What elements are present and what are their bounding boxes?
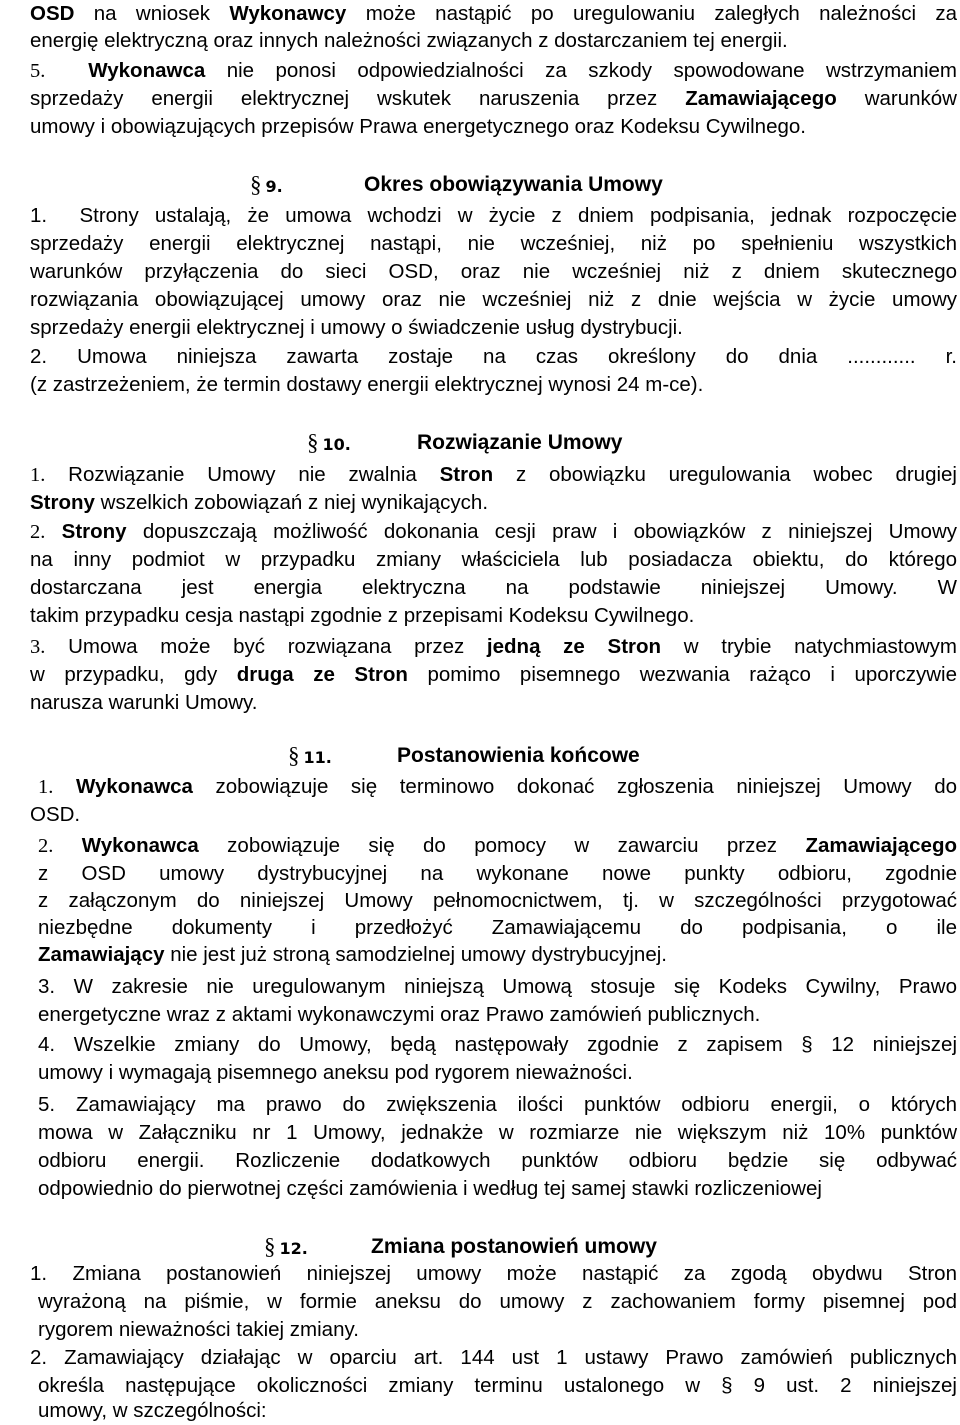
bold-term: Wykonawca xyxy=(81,834,199,857)
text-line: OSD. xyxy=(30,803,81,826)
text-span: może nastąpić po uregulowaniu zaległych należności za xyxy=(346,2,957,25)
section-title: Okres obowiązywania Umowy xyxy=(364,173,663,196)
item-number: 1. xyxy=(30,464,46,486)
section-heading-11 xyxy=(288,741,640,771)
text-line: na inny podmiot w przypadku zmiany właściciela lub posiadacza obiektu, do którego xyxy=(30,548,957,571)
section-number: 11. xyxy=(303,748,332,767)
text-line: warunków przyłączenia do sieci OSD, oraz nie wcześniej niż z dniem skutecznego xyxy=(30,260,957,283)
text-line xyxy=(30,85,957,113)
section-number: 12. xyxy=(279,1239,308,1258)
text-line: mowa w Załączniku nr 1 Umowy, jednakże w rozmiarze nie większym niż 10% punktów xyxy=(38,1121,957,1144)
bold-term: Wykonawca xyxy=(75,775,193,798)
text-span: Strony ustalają, że umowa wchodzi w życie z dniem podpisania, jednak rozpoczęcie xyxy=(79,204,957,227)
item-number: 5. xyxy=(30,60,46,82)
text-span: zobowiązuje się terminowo dokonać zgłoszenia niniejszej Umowy do xyxy=(192,775,957,798)
text-span: w przypadku, gdy xyxy=(30,663,237,686)
text-line: określa następujące okoliczności zmiany terminu ustalonego w § 9 ust. 2 niniejszej xyxy=(38,1374,957,1397)
text-line xyxy=(38,914,957,942)
section-title: Rozwiązanie Umowy xyxy=(417,431,623,454)
text-line: rozwiązania obowiązującej umowy oraz nie wcześniej niż z dnie wejścia w życie umowy xyxy=(30,288,957,311)
text-line: rygorem nieważności takiej zmiany. xyxy=(38,1318,359,1341)
text-span: z obowiązku uregulowania wobec drugiej xyxy=(493,463,957,486)
text-line xyxy=(30,343,957,371)
text-span: Umowa może być rozwiązana przez xyxy=(68,635,487,658)
bold-term: druga ze Stron xyxy=(236,663,408,686)
bold-term: Zamawiającego xyxy=(685,87,837,110)
text-span: zobowiązuje się do pomocy w zawarciu przez xyxy=(198,834,806,857)
text-span: warunków xyxy=(836,87,957,110)
text-span: wszelkich zobowiązań z niej wynikających. xyxy=(94,491,489,514)
text-line: z załączonym do niniejszej Umowy pełnomocnictwem, tj. w szczególności przygotować xyxy=(38,889,957,912)
text-span: Rozwiązanie Umowy nie zwalnia xyxy=(68,463,440,486)
section-heading-10 xyxy=(307,428,623,458)
text-line: energetyczne wraz z aktami wykonawczymi oraz Prawo zamówień publicznych. xyxy=(38,1003,761,1026)
text-span: o ile xyxy=(886,916,957,939)
text-line xyxy=(38,941,957,969)
bold-term: Wykonawcy xyxy=(229,2,347,25)
item-number: 1. xyxy=(30,204,48,227)
bold-term: Zamawiający xyxy=(38,943,165,966)
text-line: umowy, w szczególności: xyxy=(38,1399,267,1422)
section-title: Postanowienia końcowe xyxy=(397,744,640,767)
item-number: 2. xyxy=(38,835,54,857)
text-span: dostarczana jest energia elektryczna na podstawie niniejszej Umowy. xyxy=(30,576,898,599)
text-span: nie jest już stroną samodzielnej umowy dystrybucyjnej. xyxy=(164,943,667,966)
text-line: wyrażoną na piśmie, w formie aneksu do umowy z zachowaniem formy pisemnej pod xyxy=(38,1290,957,1313)
text-line: odpowiednio do pierwotnej części zamówienia i według tej samej stawki rozliczeniowej xyxy=(38,1177,822,1200)
text-span: niezbędne dokumenty i przedłożyć Zamawiającemu do podpisania, xyxy=(38,916,847,939)
text-line xyxy=(30,202,957,230)
section-number: 9. xyxy=(265,177,283,196)
text-span: sprzedaży energii elektrycznej wskutek naruszenia przez xyxy=(30,87,686,110)
text-line xyxy=(30,461,957,489)
bold-term: OSD xyxy=(30,2,75,25)
text-line: umowy i obowiązujących przepisów Prawa energetycznego oraz Kodeksu Cywilnego. xyxy=(30,115,806,138)
bold-term: jedną ze Stron xyxy=(486,635,662,658)
text-line: 5. Zamawiający ma prawo do zwiększenia ilości punktów odbioru energii, o których xyxy=(38,1093,957,1116)
text-line xyxy=(38,832,957,860)
section-sign: § xyxy=(307,430,319,455)
text-line xyxy=(30,518,957,546)
section-sign: § xyxy=(288,743,300,768)
section-number: 10. xyxy=(322,435,351,454)
text-span: na wniosek xyxy=(74,2,230,25)
text-line: narusza warunki Umowy. xyxy=(30,691,258,714)
text-line: sprzedaży energii elektrycznej i umowy o świadczenie usług dystrybucji. xyxy=(30,316,683,339)
text-line xyxy=(30,633,957,661)
text-span: W xyxy=(937,576,957,599)
text-line: umowy i wymagają pisemnego aneksu pod rygorem nieważności. xyxy=(38,1061,633,1084)
bold-term: Stron xyxy=(439,463,494,486)
text-line xyxy=(38,773,957,801)
text-span: nie ponosi odpowiedzialności za szkody spowodowane wstrzymaniem xyxy=(205,59,957,82)
text-span: pomimo pisemnego wezwania rażąco i uporczywie xyxy=(407,663,957,686)
text-line: sprzedaży energii elektrycznej nastąpi, nie wcześniej, niż po spełnieniu wszystkich xyxy=(30,232,957,255)
section-sign: § xyxy=(250,172,262,197)
item-number: 3. xyxy=(30,636,46,658)
section-heading-9 xyxy=(250,170,663,200)
text-line: 3. W zakresie nie uregulowanym niniejszą Umową stosuje się Kodeks Cywilny, Prawo xyxy=(38,975,957,998)
text-span: w trybie natychmiastowym xyxy=(661,635,957,658)
text-line: odbioru energii. Rozliczenie dodatkowych punktów odbioru będzie się odbywać xyxy=(38,1149,957,1172)
bold-term: Strony xyxy=(61,520,127,543)
bold-term: Zamawiającego xyxy=(805,834,957,857)
item-number: 2. xyxy=(30,345,48,368)
text-span: dopuszczają możliwość dokonania cesji praw i obowiązków z niniejszej Umowy xyxy=(126,520,957,543)
text-line xyxy=(30,0,957,28)
text-line: takim przypadku cesja nastąpi zgodnie z przepisami Kodeksu Cywilnego. xyxy=(30,604,695,627)
section-sign: § xyxy=(264,1234,276,1259)
text-line: (z zastrzeżeniem, że termin dostawy energii elektrycznej wynosi 24 m-ce). xyxy=(30,373,704,396)
item-number: 1. xyxy=(38,776,54,798)
text-line: z OSD umowy dystrybucyjnej na wykonane nowe punkty odbioru, zgodnie xyxy=(38,862,957,885)
text-line xyxy=(30,57,957,85)
section-heading-12 xyxy=(264,1232,657,1262)
text-line: 1. Zmiana postanowień niniejszej umowy może nastąpić za zgodą obydwu Stron xyxy=(30,1262,957,1285)
text-line xyxy=(30,574,957,602)
text-line xyxy=(30,661,957,689)
bold-term: Strony xyxy=(30,491,95,514)
item-number: 2. xyxy=(30,521,46,543)
text-line: energię elektryczną oraz innych należności związanych z dostarczaniem tej energii. xyxy=(30,29,788,52)
text-line: 4. Wszelkie zmiany do Umowy, będą następowały zgodnie z zapisem § 12 niniejszej xyxy=(38,1033,957,1056)
text-line: 2. Zamawiający działając w oparciu art. 144 ust 1 ustawy Prawo zamówień publicznych xyxy=(30,1346,957,1369)
section-title: Zmiana postanowień umowy xyxy=(371,1235,657,1258)
bold-term: Wykonawca xyxy=(88,59,206,82)
text-span: Umowa niniejsza zawarta zostaje na czas określony do dnia ............ r. xyxy=(77,345,957,368)
text-line xyxy=(30,489,957,517)
